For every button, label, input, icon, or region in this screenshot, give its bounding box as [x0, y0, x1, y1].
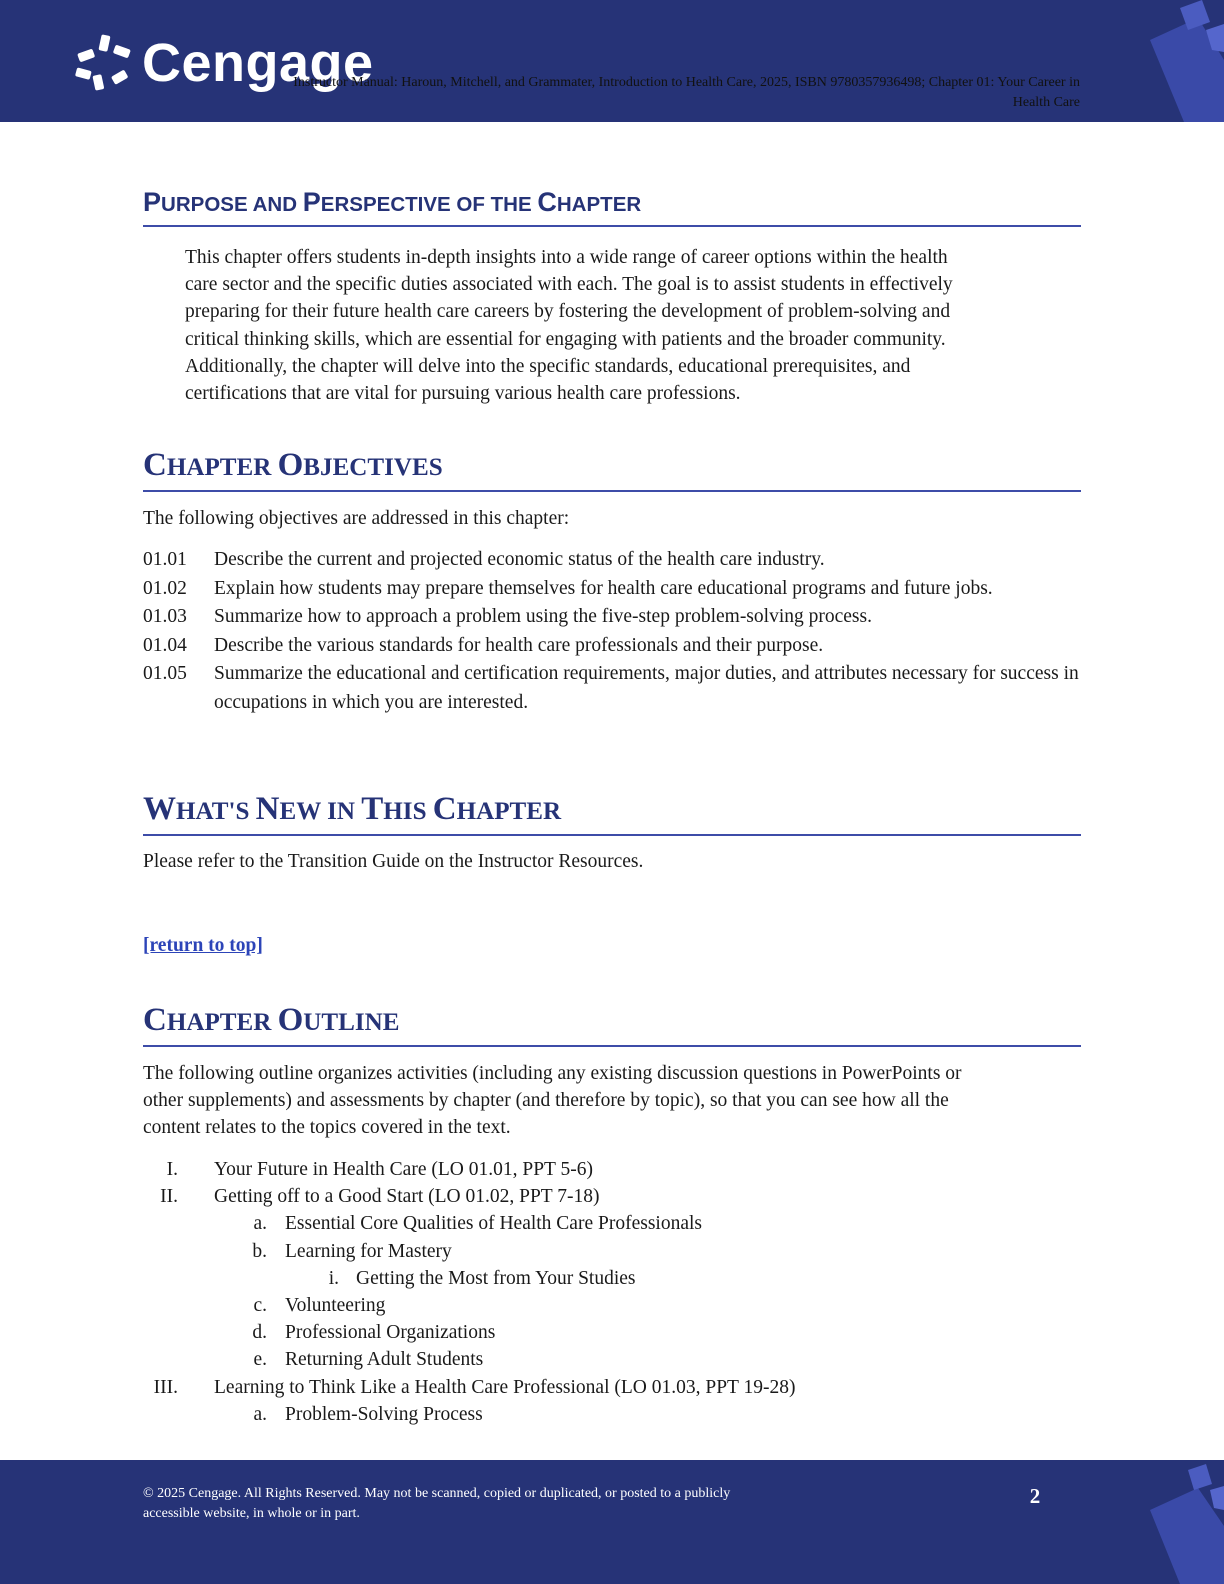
outline-item	[143, 1183, 1083, 1210]
purpose-paragraph	[185, 244, 1075, 407]
outline-text: Learning to Think Like a Health Care Professional (LO 01.03, PPT 19-28)	[214, 1376, 796, 1398]
heading-small-caps: HAPTER	[456, 798, 562, 825]
objective-text: Summarize how to approach a problem using the five-step problem-solving process.	[214, 606, 872, 628]
paragraph-line: This chapter offers students in-depth insights into a wide range of career options within the health	[185, 247, 948, 268]
running-head-line: Health Care	[1012, 95, 1080, 110]
objective-item	[143, 603, 1083, 632]
running-head	[176, 73, 1080, 113]
copyright-line: accessible website, in whole or in part.	[143, 1506, 360, 1521]
outline-marker: d.	[252, 1322, 267, 1344]
heading-small-caps: ERSPECTIVE OF THE	[320, 193, 538, 216]
objective-text: Explain how students may prepare themselves for health care educational programs and future jobs.	[214, 577, 993, 599]
outline-item	[143, 1319, 1083, 1346]
purpose-heading	[143, 184, 1081, 227]
outline-text: Problem-Solving Process	[285, 1403, 483, 1425]
outline-text: Getting off to a Good Start (LO 01.02, PPT 7-18)	[214, 1186, 600, 1208]
objectives-list	[143, 546, 1083, 718]
paragraph-line: The following outline organizes activities (including any existing discussion questions in PowerPoints or	[143, 1063, 962, 1084]
paragraph-line: preparing for their future health care careers by fostering the development of problem-solving and	[185, 301, 951, 323]
heading-small-caps: URPOSE AND	[161, 193, 303, 216]
heading-cap: O	[277, 447, 304, 483]
outline-marker: i.	[328, 1267, 339, 1289]
objective-number: 01.03	[143, 606, 187, 628]
heading-cap: P	[143, 187, 162, 217]
heading-small-caps: UTLINE	[303, 1009, 400, 1036]
heading-cap: P	[302, 187, 321, 217]
outline-text: Learning for Mastery	[285, 1240, 452, 1262]
objective-number: 01.01	[143, 549, 187, 570]
outline-marker: I.	[166, 1159, 178, 1180]
copyright-notice	[143, 1484, 843, 1524]
footer-decoration-icon	[1140, 1460, 1224, 1584]
outline-marker: e.	[253, 1349, 267, 1371]
objective-item	[143, 575, 1083, 604]
outline-item	[143, 1238, 1083, 1265]
outline-list	[143, 1156, 1083, 1428]
paragraph-line: critical thinking skills, which are essential for engaging with patients and the broader community.	[185, 328, 946, 350]
heading-cap: C	[432, 791, 457, 827]
logo-text: Cengage	[142, 33, 374, 93]
objective-text: Summarize the educational and certification requirements, major duties, and attributes necessary for success in occupations in which you are interested.	[214, 663, 1079, 713]
outline-marker: II.	[160, 1186, 178, 1208]
heading-small-caps: EW IN	[279, 798, 362, 825]
running-head-line: Instructor Manual: Haroun, Mitchell, and Grammater, Introduction to Health Care, 2025, ISBN 9780357936498; Chapter 01: Your Career in	[293, 75, 1080, 90]
objective-item	[143, 546, 1083, 575]
outline-item	[143, 1156, 1083, 1183]
heading-small-caps: HAT'S	[176, 798, 256, 825]
outline-heading	[143, 1000, 1081, 1047]
paragraph-line: certifications that are vital for pursuing various health care professions.	[185, 383, 741, 405]
objectives-heading	[143, 445, 1081, 492]
objectives-intro: The following objectives are addressed in this chapter:	[143, 508, 570, 529]
return-to-top-link[interactable]: [return to top]	[143, 935, 263, 956]
cengage-logo-icon	[74, 33, 134, 93]
objective-number: 01.02	[143, 577, 187, 599]
outline-text: Returning Adult Students	[285, 1349, 484, 1371]
outline-text: Volunteering	[285, 1294, 386, 1316]
paragraph-line: other supplements) and assessments by chapter (and therefore by topic), so that you can see how all the	[143, 1090, 949, 1112]
heading-cap: C	[143, 1002, 167, 1038]
heading-small-caps: HAPTER	[166, 454, 278, 481]
objective-text: Describe the various standards for health care professionals and their purpose.	[214, 634, 824, 656]
copyright-line: © 2025 Cengage. All Rights Reserved. May not be scanned, copied or duplicated, or posted to a publicly	[143, 1486, 731, 1501]
paragraph-line: care sector and the specific duties associated with each. The goal is to assist students in effectively	[185, 274, 953, 296]
heading-cap: C	[143, 447, 167, 483]
outline-marker: a.	[253, 1213, 267, 1235]
heading-small-caps: HAPTER	[556, 193, 642, 216]
objective-item	[143, 660, 1083, 717]
heading-cap: T	[361, 791, 384, 827]
heading-small-caps: HIS	[383, 798, 433, 825]
outline-text: Essential Core Qualities of Health Care Professionals	[285, 1213, 702, 1235]
paragraph-line: content relates to the topics covered in the text.	[143, 1117, 511, 1139]
outline-item	[143, 1210, 1083, 1237]
outline-marker: a.	[253, 1403, 267, 1425]
objective-text: Describe the current and projected economic status of the health care industry.	[214, 549, 825, 570]
outline-text: Your Future in Health Care (LO 01.01, PPT 5-6)	[214, 1159, 593, 1180]
outline-text: Professional Organizations	[285, 1322, 496, 1344]
whats-new-heading	[143, 789, 1081, 836]
page-header	[0, 0, 1224, 122]
outline-text: Getting the Most from Your Studies	[356, 1267, 636, 1289]
outline-item	[143, 1346, 1083, 1373]
outline-intro	[143, 1060, 1083, 1142]
outline-marker: b.	[252, 1240, 267, 1262]
heading-cap: N	[255, 791, 280, 827]
page-number: 2	[1029, 1484, 1041, 1508]
heading-cap: C	[537, 187, 557, 217]
heading-small-caps: HAPTER	[166, 1009, 278, 1036]
heading-small-caps: BJECTIVES	[303, 454, 443, 481]
paragraph-line: Additionally, the chapter will delve into the specific standards, educational prerequisites, and	[185, 355, 911, 377]
whats-new-text: Please refer to the Transition Guide on the Instructor Resources.	[143, 851, 644, 872]
outline-item	[143, 1401, 1083, 1428]
heading-cap: O	[277, 1002, 304, 1038]
outline-item	[143, 1292, 1083, 1319]
objective-item	[143, 632, 1083, 661]
outline-marker: c.	[253, 1294, 267, 1316]
objective-number: 01.05	[143, 663, 187, 685]
heading-cap: W	[143, 791, 176, 827]
outline-item	[143, 1265, 1083, 1292]
outline-marker: III.	[153, 1376, 178, 1398]
outline-item	[143, 1374, 1083, 1401]
header-decoration-icon	[1140, 0, 1224, 122]
objective-number: 01.04	[143, 634, 187, 656]
